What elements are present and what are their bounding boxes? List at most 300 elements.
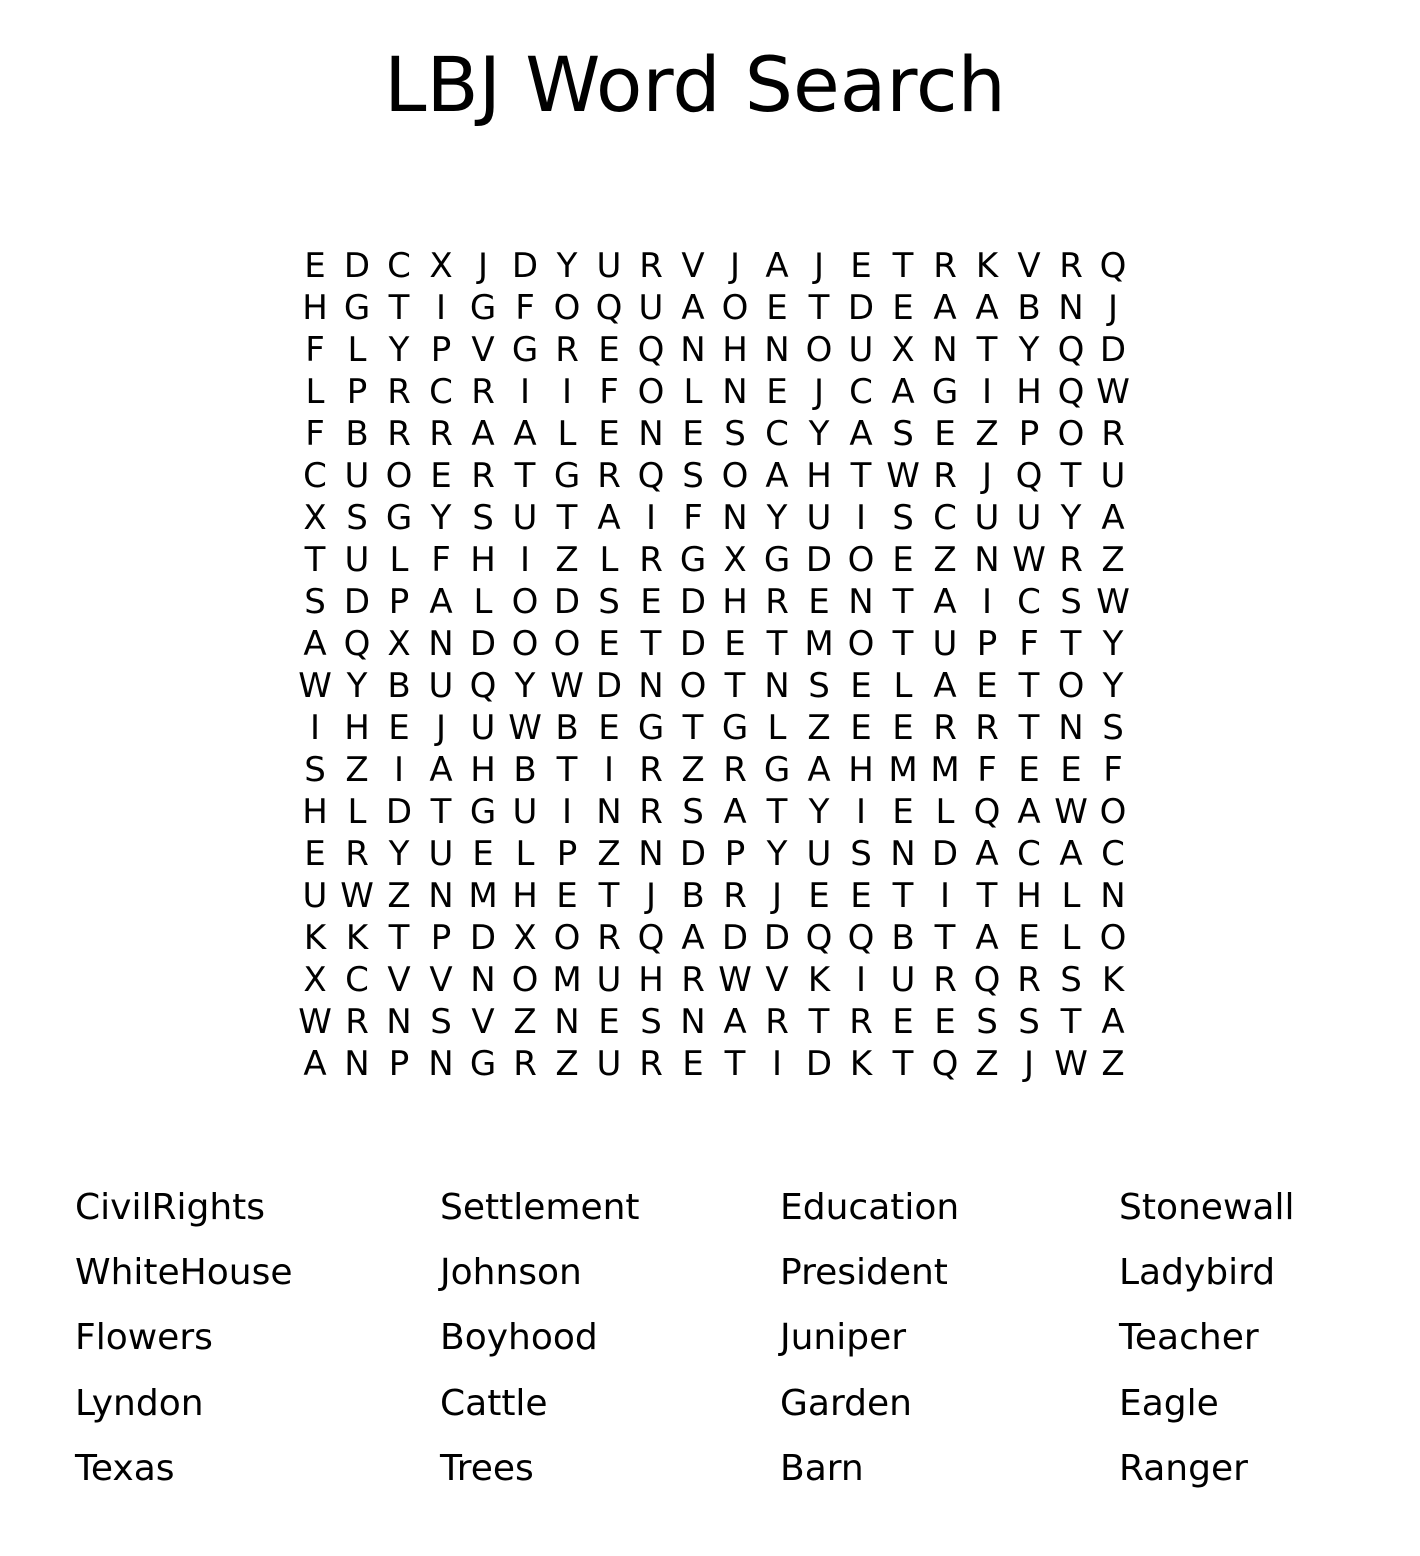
grid-letter: S (682, 792, 704, 832)
grid-letter: D (805, 540, 833, 580)
grid-letter: R (1059, 540, 1083, 580)
grid-letter: U (596, 960, 622, 1000)
grid-letter: S (640, 1002, 662, 1042)
grid-letter: I (771, 1044, 783, 1084)
grid-letter: A (975, 834, 999, 874)
grid-letter: T (556, 750, 578, 790)
grid-letter: A (1017, 792, 1041, 832)
grid-letter: Y (346, 666, 368, 706)
grid-letter: X (303, 960, 327, 1000)
grid-letter: G (469, 288, 497, 328)
grid-letter: Y (766, 498, 788, 538)
grid-letter: T (808, 1002, 830, 1042)
grid-letter: K (303, 918, 327, 958)
grid-letter: W (1054, 792, 1088, 832)
grid-letter: D (1099, 330, 1127, 370)
word-list-item: Stonewall (1119, 1187, 1295, 1228)
grid-letter: O (721, 456, 749, 496)
word-list-item: Teacher (1119, 1317, 1259, 1358)
grid-letter: R (849, 1002, 873, 1042)
grid-letter: R (933, 456, 957, 496)
grid-letter: Q (931, 1044, 959, 1084)
grid-letter: Y (1018, 330, 1040, 370)
grid-letter: I (855, 960, 867, 1000)
grid-letter: T (934, 918, 956, 958)
grid-letter: C (303, 456, 327, 496)
grid-letter: J (477, 246, 489, 286)
grid-letter: E (598, 1002, 620, 1042)
grid-letter: K (849, 1044, 873, 1084)
grid-letter: O (679, 666, 707, 706)
grid-letter: O (1057, 414, 1085, 454)
grid-letter: Y (1102, 666, 1124, 706)
grid-letter: G (763, 750, 791, 790)
grid-letter: I (519, 372, 531, 412)
grid-letter: T (892, 876, 914, 916)
grid-letter: J (1107, 288, 1119, 328)
grid-letter: I (393, 750, 405, 790)
grid-letter: I (519, 540, 531, 580)
word-list-item: Boyhood (440, 1317, 598, 1358)
grid-letter: C (345, 960, 369, 1000)
grid-letter: J (813, 246, 825, 286)
grid-letter: M (468, 876, 498, 916)
grid-letter: U (302, 876, 328, 916)
grid-letter: N (764, 330, 790, 370)
grid-letter: E (304, 246, 326, 286)
grid-letter: E (976, 666, 998, 706)
grid-letter: Q (343, 624, 371, 664)
grid-letter: A (429, 750, 453, 790)
grid-letter: Z (1101, 540, 1125, 580)
word-list-item: Cattle (440, 1383, 548, 1424)
grid-letter: E (808, 582, 830, 622)
grid-letter: T (304, 540, 326, 580)
grid-letter: E (934, 1002, 956, 1042)
grid-letter: Q (1057, 372, 1085, 412)
grid-letter: H (722, 582, 748, 622)
grid-letter: N (1058, 708, 1084, 748)
grid-letter: B (513, 750, 537, 790)
grid-letter: R (471, 372, 495, 412)
grid-letter: D (553, 582, 581, 622)
grid-letter: N (638, 414, 664, 454)
grid-letter: P (388, 582, 410, 622)
grid-letter: R (639, 1044, 663, 1084)
word-list-item: Settlement (440, 1187, 640, 1228)
grid-letter: Y (388, 330, 410, 370)
grid-letter: E (430, 456, 452, 496)
grid-letter: I (855, 498, 867, 538)
grid-letter: L (893, 666, 913, 706)
grid-letter: W (298, 666, 332, 706)
grid-letter: H (302, 288, 328, 328)
grid-letter: V (681, 246, 705, 286)
grid-letter: T (388, 288, 410, 328)
grid-letter: A (429, 582, 453, 622)
grid-letter: O (553, 288, 581, 328)
grid-letter: A (975, 288, 999, 328)
grid-letter: Z (975, 1044, 999, 1084)
grid-letter: Q (637, 456, 665, 496)
grid-letter: Q (637, 918, 665, 958)
grid-letter: Q (1099, 246, 1127, 286)
grid-letter: M (804, 624, 834, 664)
grid-letter: U (974, 498, 1000, 538)
grid-letter: A (933, 582, 957, 622)
grid-letter: O (805, 330, 833, 370)
grid-letter: R (597, 456, 621, 496)
grid-letter: D (679, 624, 707, 664)
grid-letter: R (345, 1002, 369, 1042)
grid-letter: R (933, 708, 957, 748)
grid-letter: L (347, 792, 367, 832)
grid-letter: A (1059, 834, 1083, 874)
grid-letter: A (513, 414, 537, 454)
grid-letter: D (679, 582, 707, 622)
grid-letter: P (430, 330, 452, 370)
grid-letter: R (1101, 414, 1125, 454)
grid-letter: W (1096, 372, 1130, 412)
grid-letter: J (435, 708, 447, 748)
grid-letter: N (1058, 288, 1084, 328)
word-list-item: Barn (780, 1448, 864, 1489)
grid-letter: A (1101, 498, 1125, 538)
grid-letter: N (680, 1002, 706, 1042)
grid-letter: T (892, 624, 914, 664)
grid-letter: T (598, 876, 620, 916)
grid-letter: N (386, 1002, 412, 1042)
grid-letter: E (1018, 918, 1040, 958)
grid-letter: C (849, 372, 873, 412)
grid-letter: Y (808, 792, 830, 832)
grid-letter: S (850, 834, 872, 874)
grid-letter: G (469, 1044, 497, 1084)
grid-letter: B (387, 666, 411, 706)
grid-letter: I (561, 372, 573, 412)
grid-letter: B (891, 918, 915, 958)
grid-letter: J (771, 876, 783, 916)
grid-letter: R (555, 330, 579, 370)
grid-letter: E (766, 372, 788, 412)
grid-letter: T (556, 498, 578, 538)
grid-letter: N (932, 330, 958, 370)
grid-letter: A (807, 750, 831, 790)
grid-letter: E (598, 330, 620, 370)
grid-letter: I (981, 372, 993, 412)
grid-letter: L (473, 582, 493, 622)
grid-letter: D (805, 1044, 833, 1084)
grid-letter: I (309, 708, 321, 748)
grid-letter: E (724, 624, 746, 664)
grid-letter: J (645, 876, 657, 916)
grid-letter: B (345, 414, 369, 454)
grid-letter: H (470, 540, 496, 580)
grid-letter: F (515, 288, 535, 328)
grid-letter: T (808, 288, 830, 328)
grid-letter: V (471, 330, 495, 370)
word-list-item: Eagle (1119, 1383, 1219, 1424)
word-list-item: Garden (780, 1383, 912, 1424)
page-title: LBJ Word Search (384, 40, 1006, 129)
grid-letter: S (724, 414, 746, 454)
grid-letter: R (1059, 246, 1083, 286)
grid-letter: L (389, 540, 409, 580)
grid-letter: D (847, 288, 875, 328)
grid-letter: C (1101, 834, 1125, 874)
grid-letter: R (1017, 960, 1041, 1000)
grid-letter: I (603, 750, 615, 790)
grid-letter: G (637, 708, 665, 748)
grid-letter: Y (430, 498, 452, 538)
grid-letter: G (469, 792, 497, 832)
grid-letter: A (597, 498, 621, 538)
grid-letter: O (1099, 918, 1127, 958)
grid-letter: Q (973, 960, 1001, 1000)
grid-letter: E (850, 708, 872, 748)
grid-letter: L (683, 372, 703, 412)
grid-letter: R (639, 750, 663, 790)
grid-letter: A (303, 624, 327, 664)
grid-letter: A (933, 666, 957, 706)
grid-letter: T (640, 624, 662, 664)
grid-letter: A (891, 372, 915, 412)
grid-letter: A (303, 1044, 327, 1084)
grid-letter: T (514, 456, 536, 496)
grid-letter: L (1061, 876, 1081, 916)
grid-letter: M (930, 750, 960, 790)
grid-letter: D (511, 246, 539, 286)
grid-letter: A (975, 918, 999, 958)
grid-letter: B (555, 708, 579, 748)
grid-letter: D (721, 918, 749, 958)
grid-letter: E (304, 834, 326, 874)
grid-letter: F (683, 498, 703, 538)
letter-grid (294, 245, 1134, 1085)
grid-letter: R (933, 960, 957, 1000)
grid-letter: W (550, 666, 584, 706)
grid-letter: A (849, 414, 873, 454)
grid-letter: G (553, 456, 581, 496)
grid-letter: S (1060, 960, 1082, 1000)
grid-letter: E (934, 414, 956, 454)
grid-letter: T (850, 456, 872, 496)
grid-letter: O (847, 540, 875, 580)
grid-letter: E (556, 876, 578, 916)
grid-letter: Y (808, 414, 830, 454)
grid-letter: U (1016, 498, 1042, 538)
grid-letter: U (932, 624, 958, 664)
word-list-item: WhiteHouse (75, 1252, 293, 1293)
grid-letter: S (304, 582, 326, 622)
grid-letter: L (1061, 918, 1081, 958)
word-list-item: Education (780, 1187, 960, 1228)
word-list-item: Texas (75, 1448, 175, 1489)
grid-letter: K (807, 960, 831, 1000)
grid-letter: S (976, 1002, 998, 1042)
grid-letter: N (722, 498, 748, 538)
grid-letter: A (723, 1002, 747, 1042)
grid-letter: A (765, 246, 789, 286)
grid-letter: E (892, 708, 914, 748)
grid-letter: M (552, 960, 582, 1000)
grid-letter: F (599, 372, 619, 412)
grid-letter: U (1100, 456, 1126, 496)
grid-letter: S (1102, 708, 1124, 748)
grid-letter: V (387, 960, 411, 1000)
grid-letter: T (892, 246, 914, 286)
grid-letter: T (724, 1044, 746, 1084)
word-list-item: CivilRights (75, 1187, 266, 1228)
grid-letter: N (848, 582, 874, 622)
grid-letter: W (1012, 540, 1046, 580)
grid-letter: R (723, 876, 747, 916)
grid-letter: T (388, 918, 410, 958)
grid-letter: F (977, 750, 997, 790)
grid-letter: J (1023, 1044, 1035, 1084)
grid-letter: F (305, 414, 325, 454)
grid-letter: C (765, 414, 789, 454)
grid-letter: X (723, 540, 747, 580)
grid-letter: E (892, 1002, 914, 1042)
word-list-item: Trees (440, 1448, 534, 1489)
grid-letter: R (639, 246, 663, 286)
grid-letter: L (347, 330, 367, 370)
grid-letter: R (681, 960, 705, 1000)
grid-letter: E (850, 876, 872, 916)
grid-letter: Z (513, 1002, 537, 1042)
grid-letter: E (850, 246, 872, 286)
grid-letter: W (718, 960, 752, 1000)
grid-letter: H (512, 876, 538, 916)
grid-letter: T (430, 792, 452, 832)
grid-letter: X (891, 330, 915, 370)
grid-letter: Y (388, 834, 410, 874)
grid-letter: T (724, 666, 746, 706)
grid-letter: D (343, 246, 371, 286)
word-list-item: Johnson (440, 1252, 582, 1293)
grid-letter: T (1060, 1002, 1082, 1042)
grid-letter: N (890, 834, 916, 874)
grid-letter: W (1054, 1044, 1088, 1084)
grid-letter: V (429, 960, 453, 1000)
grid-letter: B (1017, 288, 1041, 328)
grid-letter: Z (597, 834, 621, 874)
grid-letter: I (939, 876, 951, 916)
grid-letter: S (808, 666, 830, 706)
grid-letter: M (888, 750, 918, 790)
grid-letter: N (638, 666, 664, 706)
grid-letter: I (981, 582, 993, 622)
grid-letter: K (1101, 960, 1125, 1000)
grid-letter: H (638, 960, 664, 1000)
grid-letter: Y (766, 834, 788, 874)
grid-letter: K (975, 246, 999, 286)
grid-letter: L (767, 708, 787, 748)
grid-letter: V (1017, 246, 1041, 286)
grid-letter: Q (595, 288, 623, 328)
grid-letter: P (430, 918, 452, 958)
grid-letter: S (892, 414, 914, 454)
grid-letter: Q (973, 792, 1001, 832)
grid-letter: Y (556, 246, 578, 286)
grid-letter: H (806, 456, 832, 496)
grid-letter: G (679, 540, 707, 580)
grid-letter: T (682, 708, 704, 748)
grid-letter: P (556, 834, 578, 874)
grid-letter: B (681, 876, 705, 916)
grid-letter: L (557, 414, 577, 454)
grid-letter: Z (1101, 1044, 1125, 1084)
grid-letter: S (682, 456, 704, 496)
grid-letter: V (471, 1002, 495, 1042)
grid-letter: R (639, 540, 663, 580)
grid-letter: R (975, 708, 999, 748)
grid-letter: E (1060, 750, 1082, 790)
grid-letter: E (850, 666, 872, 706)
grid-letter: E (598, 708, 620, 748)
grid-letter: R (513, 1044, 537, 1084)
grid-letter: Y (1060, 498, 1082, 538)
grid-letter: R (597, 918, 621, 958)
grid-letter: U (848, 330, 874, 370)
grid-letter: U (428, 834, 454, 874)
grid-letter: S (892, 498, 914, 538)
grid-letter: H (1016, 876, 1042, 916)
grid-letter: U (596, 246, 622, 286)
grid-letter: E (472, 834, 494, 874)
grid-letter: R (723, 750, 747, 790)
grid-letter: V (765, 960, 789, 1000)
grid-letter: O (1057, 666, 1085, 706)
grid-letter: D (931, 834, 959, 874)
grid-letter: H (302, 792, 328, 832)
grid-letter: K (345, 918, 369, 958)
grid-letter: D (469, 918, 497, 958)
grid-letter: N (764, 666, 790, 706)
grid-letter: S (1018, 1002, 1040, 1042)
grid-letter: R (765, 1002, 789, 1042)
grid-letter: D (595, 666, 623, 706)
grid-letter: X (513, 918, 537, 958)
grid-letter: O (847, 624, 875, 664)
grid-letter: U (428, 666, 454, 706)
grid-letter: O (511, 960, 539, 1000)
grid-letter: F (1019, 624, 1039, 664)
grid-letter: U (596, 1044, 622, 1084)
grid-letter: E (682, 1044, 704, 1084)
grid-letter: E (682, 414, 704, 454)
grid-letter: U (512, 792, 538, 832)
grid-letter: I (855, 792, 867, 832)
grid-letter: O (511, 624, 539, 664)
grid-letter: S (346, 498, 368, 538)
grid-letter: D (469, 624, 497, 664)
grid-letter: G (385, 498, 413, 538)
grid-letter: N (680, 330, 706, 370)
grid-letter: H (470, 750, 496, 790)
grid-letter: T (976, 876, 998, 916)
grid-letter: O (511, 582, 539, 622)
grid-letter: P (724, 834, 746, 874)
grid-letter: L (515, 834, 535, 874)
grid-letter: E (808, 876, 830, 916)
grid-letter: U (344, 540, 370, 580)
grid-letter: Z (933, 540, 957, 580)
grid-letter: A (681, 918, 705, 958)
grid-letter: R (765, 582, 789, 622)
grid-letter: E (598, 414, 620, 454)
